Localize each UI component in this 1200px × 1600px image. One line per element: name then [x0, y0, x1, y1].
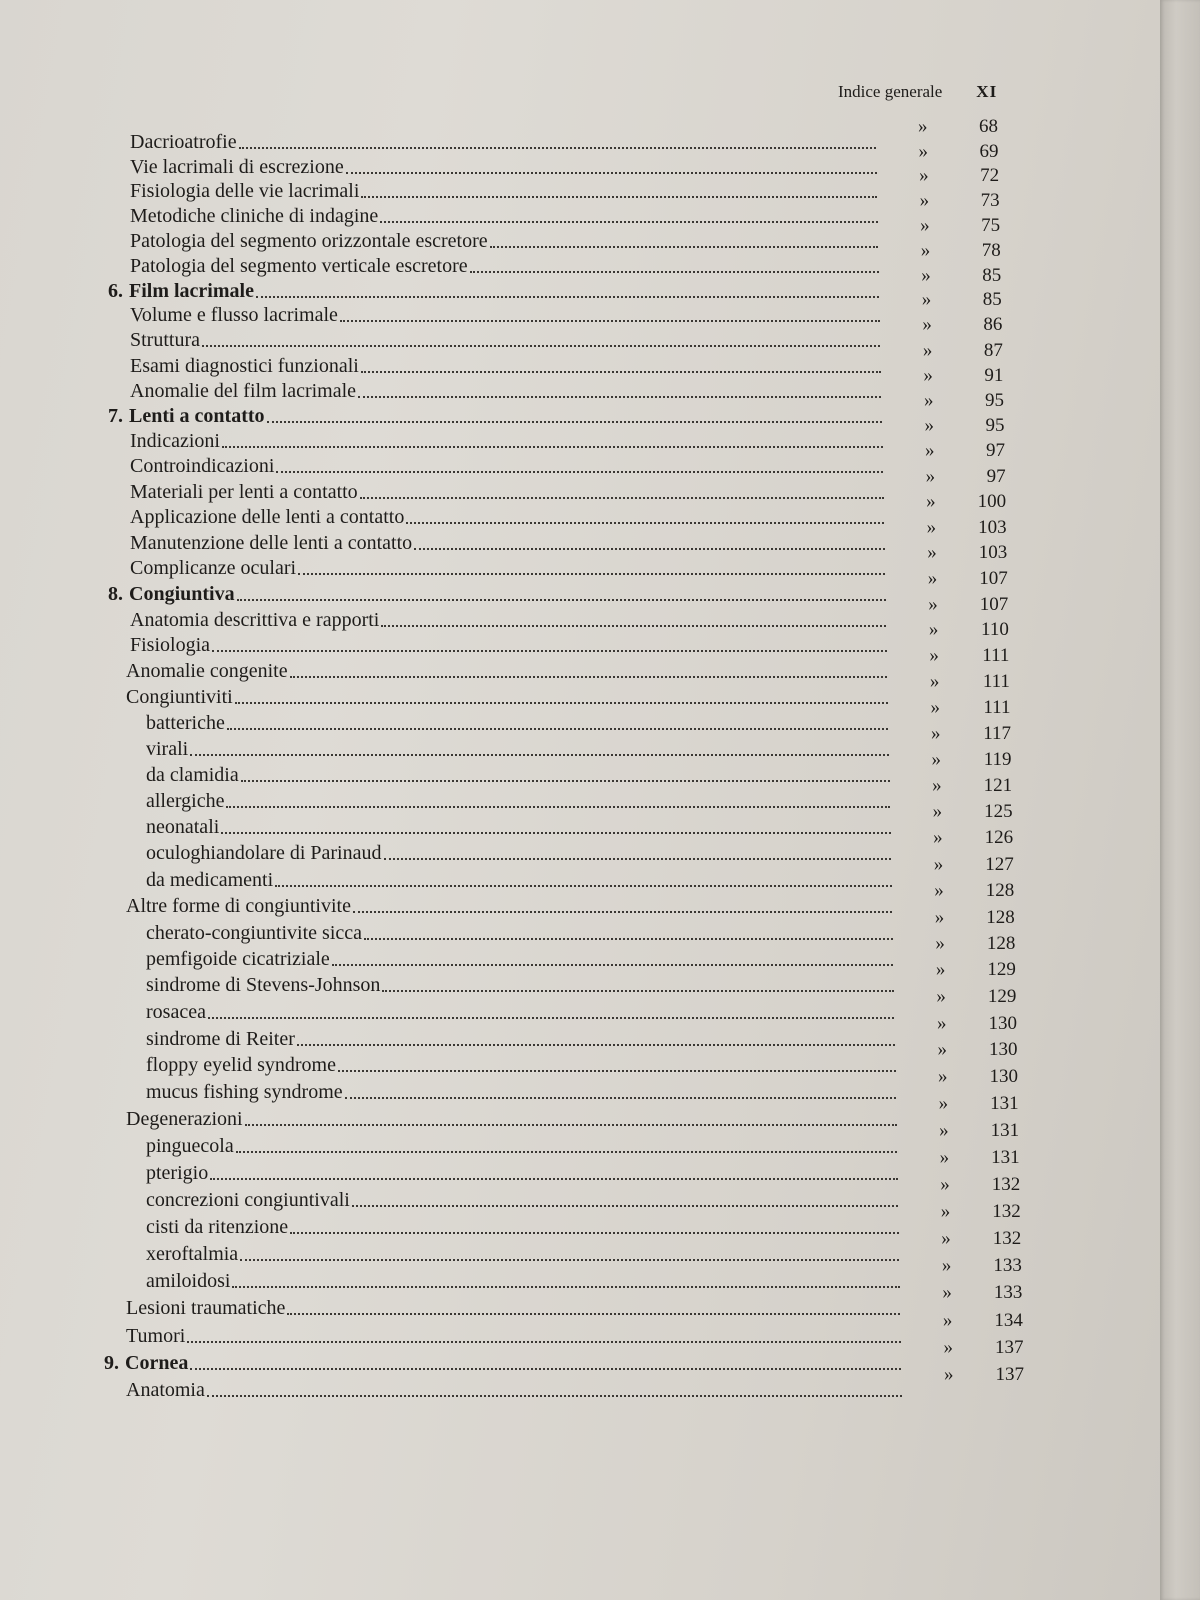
dot-leader: [364, 938, 893, 940]
dot-leader: [297, 1044, 895, 1046]
subsection-title: concrezioni congiuntivali: [146, 1188, 350, 1211]
section-title: Patologia del segmento verticale escretore: [130, 254, 468, 277]
page-number: 97: [986, 465, 1006, 487]
page-reference: [928, 594, 1008, 616]
page-reference: [921, 240, 1001, 262]
ditto-mark: »: [933, 853, 944, 875]
page-reference: [926, 491, 1006, 513]
page-number: 107: [979, 567, 1008, 589]
toc-entry: [146, 959, 1016, 997]
page-reference: [938, 1066, 1018, 1088]
page-reference: [926, 466, 1006, 488]
page-reference: [918, 116, 998, 138]
dot-leader: [276, 471, 883, 473]
subsection-title: neonatali: [146, 816, 220, 839]
page-reference: [932, 775, 1012, 797]
ditto-mark: »: [943, 1337, 953, 1359]
page-number: 131: [991, 1146, 1020, 1168]
toc-entry: [146, 1200, 1021, 1239]
subsection-title: cisti da ritenzione: [146, 1215, 289, 1238]
page-reference: [932, 749, 1012, 771]
running-header: [838, 82, 997, 102]
page-number: 128: [986, 932, 1016, 954]
page-reference: [941, 1228, 1021, 1250]
ditto-mark: »: [940, 1173, 950, 1195]
page-reference: [925, 440, 1005, 462]
dot-leader: [267, 421, 882, 423]
dot-leader: [490, 246, 879, 248]
page-reference: [935, 933, 1015, 955]
dot-leader: [406, 522, 884, 524]
page-reference: [921, 265, 1001, 287]
ditto-mark: »: [927, 567, 938, 589]
section-title: Congiuntiviti: [126, 686, 233, 709]
toc-entry: [146, 1119, 1020, 1158]
page-reference: [929, 645, 1009, 667]
ditto-mark: »: [932, 801, 943, 823]
dot-leader: [290, 676, 888, 678]
dot-leader: [202, 345, 880, 347]
page-reference: [931, 723, 1011, 745]
page-reference: [942, 1255, 1022, 1277]
page-number: 134: [994, 1309, 1023, 1331]
page-reference: [920, 190, 1000, 212]
section-title: Dacrioatrofie: [130, 131, 237, 153]
dot-leader: [190, 754, 889, 756]
page-reference: [938, 1039, 1018, 1061]
page-reference: [943, 1337, 1023, 1359]
subsection-title: allergiche: [146, 790, 225, 813]
page-reference: [936, 959, 1016, 981]
section-title: Patologia del segmento orizzontale escretore: [130, 229, 488, 252]
page-number: 103: [978, 516, 1007, 538]
page-reference: [934, 854, 1014, 876]
ditto-mark: »: [935, 932, 945, 954]
page-number: 85: [982, 289, 1002, 311]
page-reference: [920, 215, 1000, 237]
dot-leader: [236, 1151, 897, 1153]
section-title: Anomalie del film lacrimale: [130, 379, 357, 402]
dot-leader: [212, 650, 887, 652]
subsection-title: mucus fishing syndrome: [146, 1081, 343, 1104]
subsection-title: pterigio: [146, 1161, 209, 1184]
page-reference: [933, 801, 1013, 823]
page-reference: [935, 907, 1015, 929]
page-number: 111: [982, 645, 1010, 667]
section-title: Degenerazioni: [126, 1107, 243, 1130]
ditto-mark: »: [921, 264, 931, 286]
page-reference: [939, 1120, 1019, 1142]
dot-leader: [414, 548, 885, 550]
toc-entry: [146, 906, 1015, 945]
ditto-mark: »: [921, 289, 932, 311]
ditto-mark: »: [934, 880, 944, 902]
page-reference: [942, 1282, 1022, 1304]
ditto-mark: »: [924, 415, 934, 437]
ditto-mark: »: [941, 1227, 951, 1249]
dot-leader: [380, 221, 877, 223]
section-title: Struttura: [130, 329, 200, 352]
page-number: 129: [987, 986, 1017, 1008]
page-number: XI: [976, 82, 998, 101]
ditto-mark: »: [926, 516, 937, 538]
page-number: 132: [991, 1173, 1021, 1195]
section-title: Anatomia: [126, 1379, 205, 1402]
dot-leader: [235, 702, 888, 704]
page-number: 126: [984, 827, 1014, 849]
dot-leader: [345, 1097, 896, 1099]
subsection-title: da medicamenti: [146, 868, 274, 891]
page-edge: [1160, 0, 1200, 1600]
page-reference: [919, 141, 999, 163]
page-number: 130: [989, 1039, 1018, 1061]
section-title: Complicanze oculari: [130, 557, 297, 580]
chapter-title: Lenti a contatto: [129, 404, 265, 427]
section-title: Metodiche cliniche di indagine: [130, 204, 379, 227]
page-number: 78: [981, 239, 1001, 261]
ditto-mark: »: [923, 364, 933, 386]
page-number: 97: [986, 440, 1006, 462]
ditto-mark: »: [933, 827, 943, 849]
ditto-mark: »: [925, 465, 936, 487]
section-title: Fisiologia delle vie lacrimali: [130, 180, 360, 203]
section-title: Volume e flusso lacrimale: [130, 304, 338, 327]
page-number: 128: [986, 906, 1015, 928]
section-title: Indice generale: [838, 82, 943, 101]
page-reference: [933, 827, 1013, 849]
page-reference: [941, 1201, 1021, 1223]
page-reference: [940, 1147, 1020, 1169]
dot-leader: [382, 990, 893, 992]
dot-leader: [190, 1368, 901, 1370]
section-title: Altre forme di congiuntivite: [126, 895, 351, 918]
page-number: 133: [993, 1282, 1023, 1304]
subsection-title: batteriche: [146, 711, 225, 734]
ditto-mark: »: [918, 140, 929, 162]
ditto-mark: »: [927, 542, 937, 564]
subsection-title: pinguecola: [146, 1134, 234, 1157]
ditto-mark: »: [920, 239, 931, 261]
page-number: 91: [984, 364, 1004, 386]
page-reference: [922, 289, 1002, 311]
ditto-mark: »: [935, 959, 946, 981]
page-reference: [943, 1310, 1023, 1332]
section-title: Anatomia descrittiva e rapporti: [130, 608, 380, 631]
page-number: 128: [985, 880, 1015, 902]
subsection-title: cherato-congiuntivite sicca: [146, 921, 363, 944]
chapter-title: Film lacrimale: [129, 279, 254, 302]
ditto-mark: »: [939, 1146, 950, 1168]
page-number: 129: [987, 959, 1016, 981]
ditto-mark: »: [944, 1364, 954, 1386]
page-number: 68: [979, 116, 998, 137]
chapter-number: 9.: [104, 1352, 119, 1375]
page-number: 130: [989, 1066, 1019, 1088]
page-number: 111: [983, 696, 1011, 718]
ditto-mark: »: [931, 749, 942, 770]
page-number: 69: [979, 140, 999, 162]
page-reference: [940, 1174, 1020, 1196]
page-reference: [930, 697, 1010, 719]
page-number: 131: [990, 1119, 1020, 1141]
page-number: 85: [982, 264, 1002, 286]
dot-leader: [226, 806, 890, 808]
ditto-mark: »: [932, 775, 942, 797]
dot-leader: [227, 728, 889, 730]
dot-leader: [207, 1395, 902, 1397]
ditto-mark: »: [922, 339, 933, 361]
ditto-mark: »: [941, 1255, 952, 1277]
page-number: 133: [993, 1255, 1022, 1277]
chapter-title: Congiuntiva: [129, 582, 235, 605]
page-reference: [923, 340, 1003, 362]
toc-entry: [146, 1255, 1022, 1293]
dot-leader: [232, 1286, 899, 1288]
ditto-mark: »: [926, 491, 936, 513]
ditto-mark: »: [922, 314, 932, 336]
subsection-title: rosacea: [146, 1001, 206, 1024]
page-number: 95: [984, 389, 1004, 411]
ditto-mark: »: [936, 1012, 947, 1034]
page-number: 95: [985, 415, 1005, 437]
ditto-mark: »: [940, 1200, 951, 1222]
page-number: 132: [992, 1227, 1022, 1249]
dot-leader: [239, 147, 876, 149]
dot-leader: [358, 396, 881, 398]
page-number: 132: [992, 1200, 1021, 1222]
ditto-mark: »: [928, 619, 939, 641]
dot-leader: [360, 497, 884, 499]
section-title: Anomalie congenite: [126, 660, 288, 683]
section-title: Manutenzione delle lenti a contatto: [130, 531, 413, 554]
section-title: Tumori: [126, 1324, 186, 1347]
dot-leader: [352, 1205, 898, 1207]
page-number: 103: [978, 542, 1008, 564]
dot-leader: [338, 1070, 896, 1072]
subsection-title: pemfigoide cicatriziale: [146, 947, 330, 970]
page-number: 131: [990, 1092, 1019, 1114]
dot-leader: [241, 780, 890, 782]
page-number: 100: [977, 491, 1007, 513]
page-reference: [928, 568, 1008, 590]
dot-leader: [470, 271, 879, 273]
ditto-mark: »: [938, 1092, 949, 1114]
subsection-title: xeroftalmia: [146, 1242, 239, 1265]
page-number: 110: [981, 619, 1009, 641]
ditto-mark: »: [925, 440, 935, 462]
ditto-mark: »: [928, 593, 938, 615]
chapter-number: 7.: [108, 404, 123, 427]
subsection-title: oculoghiandolare di Parinaud: [146, 842, 382, 865]
page-reference: [923, 365, 1003, 387]
page-reference: [924, 390, 1004, 412]
dot-leader: [332, 964, 894, 966]
subsection-title: amiloidosi: [146, 1270, 231, 1293]
chapter-number: 8.: [108, 582, 123, 605]
page-reference: [925, 415, 1005, 437]
subsection-title: virali: [146, 737, 189, 760]
dot-leader: [340, 320, 880, 322]
dot-leader: [221, 832, 890, 834]
page-number: 125: [984, 801, 1013, 823]
ditto-mark: »: [919, 189, 930, 211]
dot-leader: [290, 1232, 899, 1234]
dot-leader: [353, 911, 892, 913]
section-title: Indicazioni: [130, 430, 220, 453]
page-number: 117: [983, 722, 1011, 744]
dot-leader: [256, 296, 879, 298]
dot-leader: [208, 1017, 894, 1019]
page-number: 127: [985, 853, 1014, 875]
ditto-mark: »: [942, 1282, 952, 1304]
ditto-mark: »: [937, 1039, 947, 1061]
dot-leader: [381, 625, 886, 627]
ditto-mark: »: [942, 1309, 953, 1331]
page-reference: [936, 986, 1016, 1008]
dot-leader: [210, 1178, 897, 1180]
dot-leader: [287, 1313, 900, 1315]
ditto-mark: »: [939, 1119, 949, 1141]
section-title: Controindicazioni: [130, 455, 275, 478]
page-reference: [934, 880, 1014, 902]
subsection-title: sindrome di Reiter: [146, 1027, 295, 1050]
dot-leader: [298, 573, 885, 575]
dot-leader: [240, 1259, 899, 1261]
page-number: 87: [983, 339, 1003, 361]
dot-leader: [361, 196, 877, 198]
page-reference: [930, 671, 1010, 693]
page-reference: [927, 542, 1007, 564]
subsection-title: da clamidia: [146, 764, 239, 786]
ditto-mark: »: [920, 214, 930, 236]
dot-leader: [245, 1124, 897, 1126]
page-number: 111: [982, 671, 1010, 693]
page-reference: [922, 314, 1002, 336]
dot-leader: [222, 446, 883, 448]
page-number: 72: [980, 165, 1000, 187]
page-number: 86: [983, 314, 1003, 336]
dot-leader: [384, 858, 892, 860]
section-title: Lesioni traumatiche: [126, 1297, 286, 1320]
dot-leader: [275, 885, 892, 887]
dot-leader: [237, 599, 886, 601]
section-title: Fisiologia: [130, 634, 211, 657]
dot-leader: [346, 172, 877, 174]
toc-entry: [146, 1039, 1018, 1077]
page-reference: [927, 517, 1007, 539]
page-number: 73: [980, 189, 1000, 211]
page-number: 107: [979, 593, 1009, 615]
subsection-title: floppy eyelid syndrome: [146, 1054, 336, 1077]
page-reference: [937, 1013, 1017, 1035]
toc-entry: [104, 1337, 1024, 1375]
page-reference: [944, 1364, 1024, 1386]
chapter-title: Cornea: [125, 1352, 189, 1375]
page-number: 137: [995, 1364, 1024, 1386]
page-reference: [929, 619, 1009, 641]
page-number: 121: [983, 775, 1013, 797]
page-number: 130: [988, 1012, 1017, 1034]
dot-leader: [361, 371, 881, 373]
toc-entry: [126, 1309, 1023, 1348]
ditto-mark: »: [929, 645, 939, 667]
section-title: Materiali per lenti a contatto: [130, 480, 358, 503]
ditto-mark: »: [936, 986, 946, 1008]
section-title: Esami diagnostici funzionali: [130, 354, 359, 377]
page-reference: [919, 165, 999, 187]
ditto-mark: »: [931, 722, 941, 744]
page-number: 75: [981, 214, 1001, 236]
page-number: 119: [983, 749, 1012, 770]
ditto-mark: »: [934, 906, 945, 928]
toc-entry: [146, 1173, 1021, 1212]
ditto-mark: »: [930, 696, 940, 718]
ditto-mark: »: [923, 389, 934, 411]
ditto-mark: »: [929, 671, 940, 693]
section-title: Applicazione delle lenti a contatto: [130, 506, 405, 529]
chapter-number: 6.: [108, 279, 123, 302]
subsection-title: sindrome di Stevens-Johnson: [146, 974, 381, 997]
page-reference: [939, 1093, 1019, 1115]
ditto-mark: »: [938, 1066, 948, 1088]
section-title: Vie lacrimali di escrezione: [130, 155, 344, 178]
toc-entry: [126, 880, 1015, 918]
toc-entry: [126, 1364, 1024, 1402]
dot-leader: [187, 1341, 901, 1343]
page-number: 137: [994, 1337, 1024, 1359]
toc-entry: [130, 440, 1006, 478]
ditto-mark: »: [918, 116, 928, 137]
ditto-mark: »: [919, 165, 929, 187]
